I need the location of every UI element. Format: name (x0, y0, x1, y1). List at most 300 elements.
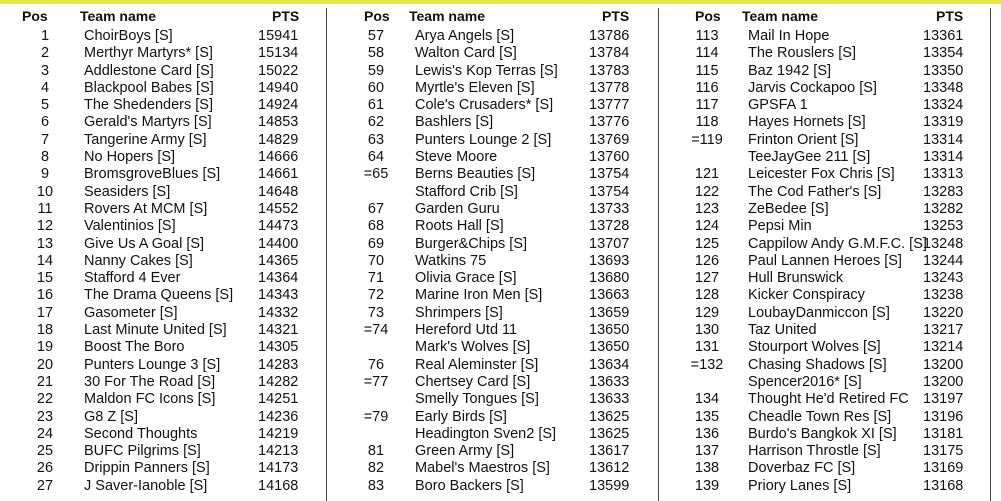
position-cell: 118 (695, 114, 719, 131)
table-row (675, 114, 985, 131)
table-row (351, 97, 651, 114)
column-divider (326, 8, 327, 501)
team-name-cell: Garden Guru (415, 200, 500, 217)
table-row (22, 45, 318, 62)
right-border (990, 8, 991, 501)
table-row (351, 287, 651, 304)
team-name-cell: Priory Lanes [S] (748, 477, 852, 494)
team-name-cell: Shrimpers [S] (415, 304, 503, 321)
team-name-cell: Second Thoughts (84, 425, 198, 442)
top-rule (0, 0, 1001, 4)
team-name-cell: Frinton Orient [S] (748, 131, 859, 148)
position-cell: 73 (367, 304, 385, 321)
points-cell: 14648 (258, 183, 299, 200)
team-name-cell: Watkins 75 (415, 252, 487, 269)
table-row (351, 270, 651, 287)
position-cell: 139 (694, 477, 720, 494)
pts-header: PTS (272, 8, 300, 24)
team-name-cell: Chasing Shadows [S] (748, 356, 887, 373)
team-header: Team name (80, 8, 156, 24)
position-cell: 134 (694, 391, 720, 408)
position-cell: =132 (690, 356, 724, 373)
points-cell: 13625 (589, 425, 630, 442)
position-cell: 72 (367, 287, 385, 304)
position-cell: 136 (694, 425, 720, 442)
table-row (22, 305, 318, 322)
points-cell: 13754 (589, 183, 630, 200)
team-name-cell: Stafford 4 Ever (84, 270, 181, 287)
points-cell: 13625 (589, 408, 630, 425)
points-cell: 13784 (589, 45, 630, 62)
table-row (22, 63, 318, 80)
team-name-cell: Baz 1942 [S] (748, 62, 832, 79)
table-row (22, 97, 318, 114)
table-row (351, 132, 651, 149)
points-cell: 13282 (923, 200, 964, 217)
position-cell: 57 (367, 28, 385, 44)
table-row (351, 357, 651, 374)
table-row (675, 201, 985, 218)
table-row (22, 409, 318, 426)
team-name-cell: Arya Angels [S] (415, 28, 515, 44)
points-cell: 13760 (589, 149, 630, 166)
points-cell: 13617 (589, 443, 630, 460)
table-row (675, 322, 985, 339)
table-row (675, 339, 985, 356)
position-cell: 69 (367, 235, 385, 252)
team-name-cell: Green Army [S] (415, 443, 515, 460)
points-cell: 13354 (923, 45, 964, 62)
team-name-cell: Cappilow Andy G.M.F.C. [S] (748, 235, 927, 252)
points-cell: 13680 (589, 270, 630, 287)
pos-header: Pos (364, 8, 390, 24)
table-row (22, 287, 318, 304)
points-cell: 13778 (589, 79, 630, 96)
position-cell: 7 (40, 131, 50, 148)
position-cell: 11 (37, 200, 53, 217)
position-cell: 17 (36, 304, 54, 321)
team-name-cell: Hereford Utd 11 (415, 322, 518, 339)
team-name-cell: Taz United (748, 322, 817, 339)
points-cell: 13283 (923, 183, 964, 200)
points-cell: 13350 (923, 62, 964, 79)
table-row (22, 443, 318, 460)
team-name-cell: The Drama Queens [S] (84, 287, 234, 304)
points-cell: 14305 (258, 339, 299, 356)
points-cell: 13786 (589, 28, 630, 44)
position-cell: 61 (367, 97, 385, 114)
points-cell: 14343 (258, 287, 299, 304)
position-cell: 6 (40, 114, 50, 131)
team-name-cell: Roots Hall [S] (415, 218, 504, 235)
rows (675, 28, 985, 495)
points-cell: 13200 (923, 356, 964, 373)
points-cell: 15941 (258, 28, 299, 44)
table-row (22, 132, 318, 149)
position-cell: 26 (36, 460, 54, 477)
points-cell: 13214 (923, 339, 964, 356)
team-name-cell: Doverbaz FC [S] (748, 460, 856, 477)
position-cell: 16 (36, 287, 54, 304)
team-name-cell: Myrtle's Eleven [S] (415, 79, 535, 96)
position-cell: 14 (36, 252, 54, 269)
position-cell: 8 (40, 149, 50, 166)
team-name-cell: Nanny Cakes [S] (84, 252, 193, 269)
points-cell: 13659 (589, 304, 630, 321)
points-cell: 14321 (258, 322, 299, 339)
position-cell: =79 (363, 408, 389, 425)
table-row (22, 391, 318, 408)
points-cell: 14282 (258, 373, 299, 390)
table-row (351, 28, 651, 45)
team-name-cell: Bashlers [S] (415, 114, 494, 131)
team-header: Team name (409, 8, 485, 24)
table-row (351, 305, 651, 322)
points-cell: 13728 (589, 218, 630, 235)
team-name-cell: Punters Lounge 2 [S] (415, 131, 552, 148)
position-cell: =74 (363, 322, 389, 339)
table-row (22, 166, 318, 183)
points-cell: 13783 (589, 62, 630, 79)
points-cell: 13599 (589, 477, 630, 494)
points-cell: 13169 (923, 460, 964, 477)
table-row (22, 478, 318, 495)
table-row (22, 322, 318, 339)
table-row (351, 443, 651, 460)
position-cell: 1 (40, 28, 50, 44)
team-name-cell: Walton Card [S] (415, 45, 517, 62)
position-cell: 122 (694, 183, 720, 200)
position-cell: 18 (36, 322, 54, 339)
points-cell: 14940 (258, 79, 299, 96)
team-name-cell: No Hopers [S] (84, 149, 176, 166)
position-cell: 58 (367, 45, 385, 62)
table-row (351, 409, 651, 426)
points-cell: 13243 (923, 270, 964, 287)
points-cell: 14473 (258, 218, 299, 235)
position-cell: 67 (367, 200, 385, 217)
team-name-cell: Early Birds [S] (415, 408, 507, 425)
team-name-cell: Steve Moore (415, 149, 498, 166)
points-cell: 13313 (923, 166, 964, 183)
table-column-1 (22, 8, 318, 501)
points-cell: 13348 (923, 79, 964, 96)
position-cell: 71 (367, 270, 385, 287)
pos-header: Pos (695, 8, 721, 24)
position-cell: 13 (36, 235, 54, 252)
table-row (351, 236, 651, 253)
points-cell: 13324 (923, 97, 964, 114)
points-cell: 14853 (258, 114, 299, 131)
team-name-cell: Chertsey Card [S] (415, 373, 531, 390)
table-row (675, 287, 985, 304)
position-cell: 82 (367, 460, 385, 477)
table-column-2 (351, 8, 651, 501)
position-cell: =77 (363, 373, 389, 390)
points-cell: 13633 (589, 373, 630, 390)
position-cell: 81 (367, 443, 385, 460)
table-row (351, 166, 651, 183)
position-cell: 129 (694, 304, 720, 321)
team-name-cell: Pepsi Min (748, 218, 812, 235)
table-row (351, 45, 651, 62)
team-name-cell: Marine Iron Men [S] (415, 287, 543, 304)
team-name-cell: Berns Beauties [S] (415, 166, 536, 183)
position-cell: 117 (695, 97, 719, 114)
position-cell: 128 (694, 287, 720, 304)
team-name-cell: ZeBedee [S] (748, 200, 829, 217)
position-cell: =65 (363, 166, 389, 183)
table-row (675, 236, 985, 253)
team-name-cell: ChoirBoys [S] (84, 28, 173, 44)
points-cell: 13238 (923, 287, 964, 304)
team-name-cell: Cole's Crusaders* [S] (415, 97, 554, 114)
points-cell: 13248 (923, 235, 964, 252)
team-name-cell: Rovers At MCM [S] (84, 200, 208, 217)
team-name-cell: Lewis's Kop Terras [S] (415, 62, 558, 79)
table-row (675, 80, 985, 97)
points-cell: 13663 (589, 287, 630, 304)
points-cell: 14924 (258, 97, 299, 114)
position-cell: 70 (367, 252, 385, 269)
points-cell: 13175 (923, 443, 964, 460)
points-cell: 14283 (258, 356, 299, 373)
points-cell: 15022 (258, 62, 299, 79)
table-row (22, 80, 318, 97)
position-cell: 113 (695, 28, 719, 44)
table-row (22, 270, 318, 287)
team-name-cell: Smelly Tongues [S] (415, 391, 539, 408)
team-name-cell: The Shedenders [S] (84, 97, 213, 114)
points-cell: 13168 (923, 477, 964, 494)
table-row (675, 478, 985, 495)
points-cell: 13244 (923, 252, 964, 269)
team-name-cell: Spencer2016* [S] (748, 373, 862, 390)
team-name-cell: Hull Brunswick (748, 270, 844, 287)
table-row (351, 478, 651, 495)
position-cell: 3 (40, 62, 50, 79)
position-cell: 62 (367, 114, 385, 131)
position-cell: 130 (694, 322, 720, 339)
table-row (22, 149, 318, 166)
points-cell: 13650 (589, 339, 630, 356)
position-cell: 116 (695, 79, 719, 96)
position-cell: 21 (36, 373, 54, 390)
team-name-cell: Headington Sven2 [S] (415, 425, 557, 442)
table-row (351, 149, 651, 166)
team-name-cell: J Saver-Ianoble [S] (84, 477, 208, 494)
team-name-cell: Thought He'd Retired FC (748, 391, 909, 408)
rows (351, 28, 651, 495)
team-name-cell: Punters Lounge 3 [S] (84, 356, 221, 373)
points-cell: 13707 (589, 235, 630, 252)
points-cell: 14173 (258, 460, 299, 477)
table-row (675, 460, 985, 477)
team-name-cell: Hayes Hornets [S] (748, 114, 866, 131)
points-cell: 13361 (923, 28, 964, 44)
points-cell: 13314 (923, 131, 964, 148)
table-header (675, 8, 985, 28)
table-row (675, 374, 985, 391)
table-row (22, 253, 318, 270)
points-cell: 13777 (589, 97, 630, 114)
team-name-cell: Jarvis Cockapoo [S] (748, 79, 877, 96)
points-cell: 14400 (258, 235, 299, 252)
points-cell: 14168 (258, 477, 299, 494)
table-row (351, 339, 651, 356)
position-cell: 22 (36, 391, 54, 408)
position-cell: 135 (694, 408, 720, 425)
points-cell: 13754 (589, 166, 630, 183)
points-cell: 13693 (589, 252, 630, 269)
position-cell: 27 (36, 477, 54, 494)
table-row (351, 218, 651, 235)
points-cell: 13314 (923, 149, 964, 166)
position-cell: 83 (367, 477, 385, 494)
table-row (351, 201, 651, 218)
position-cell: 125 (694, 235, 720, 252)
team-name-cell: Paul Lannen Heroes [S] (748, 252, 902, 269)
table-row (675, 391, 985, 408)
table-row (675, 149, 985, 166)
team-name-cell: TeeJayGee 211 [S] (748, 149, 871, 166)
table-row (22, 201, 318, 218)
team-name-cell: Mail In Hope (748, 28, 830, 44)
team-name-cell: Blackpool Babes [S] (84, 79, 214, 96)
team-name-cell: Cheadle Town Res [S] (748, 408, 892, 425)
team-name-cell: Drippin Panners [S] (84, 460, 210, 477)
table-row (675, 28, 985, 45)
team-name-cell: Mark's Wolves [S] (415, 339, 531, 356)
points-cell: 13319 (923, 114, 964, 131)
position-cell: 15 (36, 270, 54, 287)
table-row (351, 426, 651, 443)
rows (22, 28, 318, 495)
team-name-cell: Kicker Conspiracy (748, 287, 865, 304)
position-cell: 25 (36, 443, 54, 460)
table-row (675, 132, 985, 149)
points-cell: 14332 (258, 304, 299, 321)
table-row (675, 270, 985, 287)
team-name-cell: Mabel's Maestros [S] (415, 460, 550, 477)
team-name-cell: Olivia Grace [S] (415, 270, 517, 287)
position-cell: 138 (694, 460, 720, 477)
team-header: Team name (742, 8, 818, 24)
position-cell: 20 (36, 356, 54, 373)
table-row (22, 426, 318, 443)
team-name-cell: G8 Z [S] (84, 408, 138, 425)
table-row (22, 460, 318, 477)
points-cell: 13612 (589, 460, 630, 477)
points-cell: 13633 (589, 391, 630, 408)
points-cell: 13200 (923, 373, 964, 390)
table-row (675, 253, 985, 270)
table-header (22, 8, 318, 28)
position-cell: 131 (694, 339, 720, 356)
position-cell: 115 (695, 62, 719, 79)
position-cell: 68 (367, 218, 385, 235)
points-cell: 15134 (258, 45, 299, 62)
position-cell: 121 (694, 166, 720, 183)
position-cell: 12 (36, 218, 54, 235)
position-cell: 63 (367, 131, 385, 148)
points-cell: 13733 (589, 200, 630, 217)
team-name-cell: Merthyr Martyrs* [S] (84, 45, 213, 62)
team-name-cell: 30 For The Road [S] (84, 373, 216, 390)
table-row (675, 97, 985, 114)
table-row (675, 184, 985, 201)
position-cell: 23 (36, 408, 54, 425)
team-name-cell: Gerald's Martyrs [S] (84, 114, 212, 131)
table-row (22, 114, 318, 131)
position-cell: 4 (40, 79, 50, 96)
table-row (675, 305, 985, 322)
table-row (675, 63, 985, 80)
team-name-cell: Harrison Throstle [S] (748, 443, 881, 460)
points-cell: 14236 (258, 408, 299, 425)
table-row (675, 443, 985, 460)
points-cell: 13196 (923, 408, 964, 425)
table-row (351, 184, 651, 201)
points-cell: 14219 (258, 425, 299, 442)
points-cell: 13776 (589, 114, 630, 131)
position-cell: =119 (691, 131, 723, 148)
position-cell: 124 (694, 218, 720, 235)
column-divider (658, 8, 659, 501)
points-cell: 14829 (258, 131, 299, 148)
table-row (675, 166, 985, 183)
team-name-cell: Stourport Wolves [S] (748, 339, 881, 356)
points-cell: 13253 (923, 218, 964, 235)
team-name-cell: Last Minute United [S] (84, 322, 227, 339)
position-cell: 5 (40, 97, 50, 114)
team-name-cell: BromsgroveBlues [S] (84, 166, 221, 183)
position-cell: 19 (36, 339, 54, 356)
position-cell: 9 (40, 166, 50, 183)
team-name-cell: Burdo's Bangkok XI [S] (748, 425, 897, 442)
table-column-3 (675, 8, 985, 501)
table-row (351, 374, 651, 391)
table-row (22, 357, 318, 374)
position-cell: 127 (694, 270, 720, 287)
points-cell: 13217 (923, 322, 964, 339)
position-cell: 64 (367, 149, 385, 166)
team-name-cell: BUFC Pilgrims [S] (84, 443, 201, 460)
position-cell: 123 (694, 200, 720, 217)
pts-header: PTS (936, 8, 964, 24)
position-cell: 114 (695, 45, 719, 62)
table-row (675, 218, 985, 235)
pts-header: PTS (602, 8, 630, 24)
position-cell: 76 (367, 356, 385, 373)
position-cell: 24 (36, 425, 54, 442)
table-row (351, 460, 651, 477)
team-name-cell: Leicester Fox Chris [S] (748, 166, 895, 183)
team-name-cell: Gasometer [S] (84, 304, 178, 321)
points-cell: 14661 (258, 166, 299, 183)
points-cell: 14666 (258, 149, 299, 166)
table-row (351, 322, 651, 339)
table-row (351, 253, 651, 270)
points-cell: 13769 (589, 131, 630, 148)
points-cell: 13181 (923, 425, 964, 442)
team-name-cell: Tangerine Army [S] (84, 131, 207, 148)
team-name-cell: Stafford Crib [S] (415, 183, 518, 200)
table-row (351, 80, 651, 97)
table-row (675, 409, 985, 426)
team-name-cell: Real Aleminster [S] (415, 356, 539, 373)
points-cell: 14364 (258, 270, 299, 287)
